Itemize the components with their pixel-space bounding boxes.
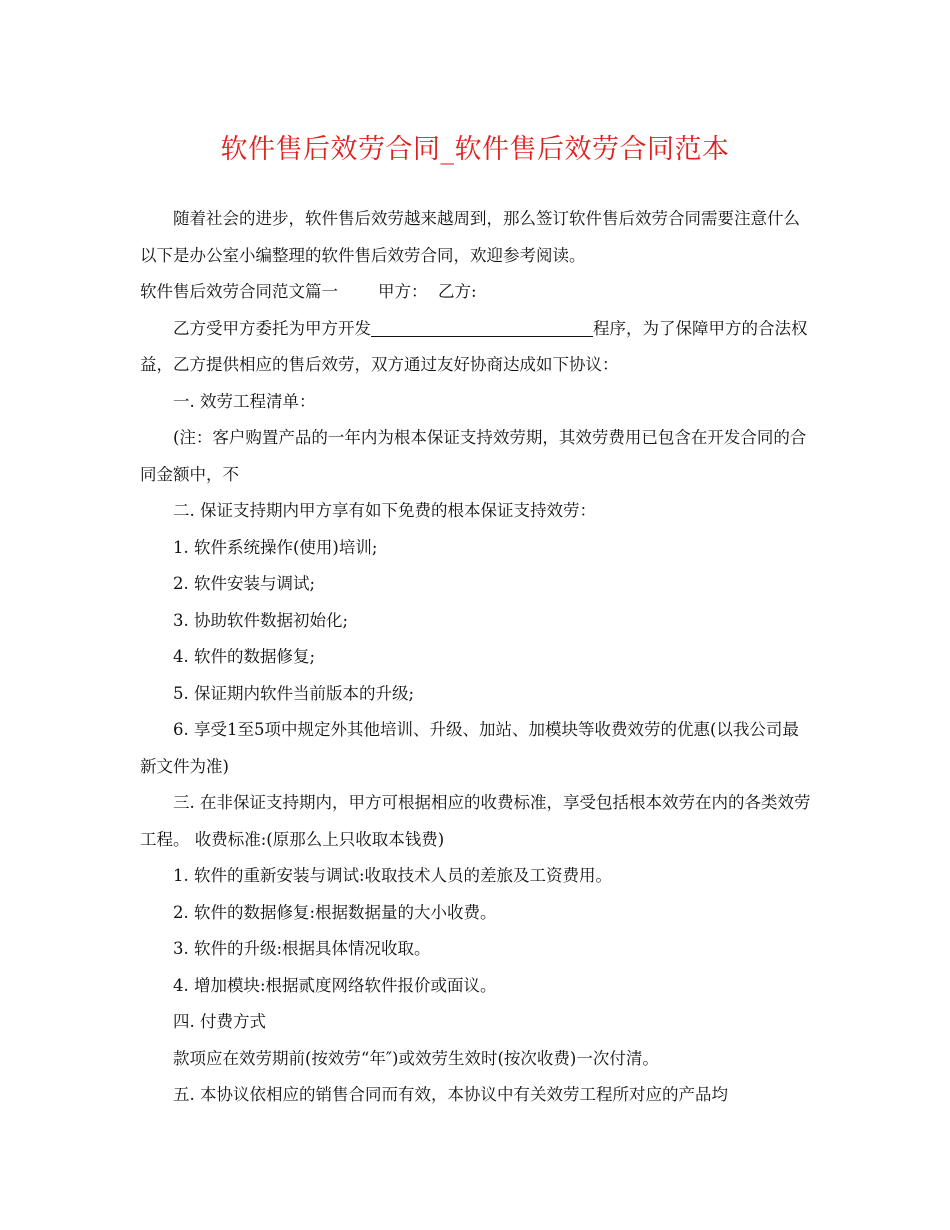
section2-item: 6. 享受1至5项中规定外其他培训、升级、加站、加模块等收费效劳的优惠(以我公司最新文件为准) <box>140 720 799 776</box>
document-title: 软件售后效劳合同_软件售后效劳合同范本 <box>220 134 730 165</box>
section2-item: 4. 软件的数据修复; <box>173 647 316 666</box>
section2-item: 2. 软件安装与调试; <box>173 574 316 593</box>
section3-item: 4. 增加模块:根据贰度网络软件报价或面议。 <box>173 975 497 995</box>
intro-paragraph: 随着社会的进步，软件售后效劳越来越周到，那么签订软件售后效劳合同需要注意什么以下是办公室小编整理的软件售后效劳合同，欢迎参考阅读。 <box>140 209 800 265</box>
party-b-label: 乙方: <box>438 282 477 301</box>
heading-line <box>140 274 812 311</box>
section4-title: 四. 付费方式 <box>173 1012 266 1031</box>
section3-title: 三. 在非保证支持期内，甲方可根据相应的收费标准，享受包括根本效劳在内的各类效劳工程。 收费标准:(原那么上只收取本钱费) <box>140 793 811 849</box>
section5-text: 五. 本协议依相应的销售合同而有效，本协议中有关效劳工程所对应的产品均 <box>173 1085 728 1104</box>
party-a-label: 甲方： <box>378 282 428 301</box>
section4-text: 款项应在效劳期前(按效劳“年″)或效劳生效时(按次收费)一次付清。 <box>173 1048 659 1068</box>
entrust-paragraph <box>140 311 812 384</box>
section2-title: 二. 保证支持期内甲方享有如下免费的根本保证支持效劳： <box>173 501 596 520</box>
section2-item: 3. 协助软件数据初始化; <box>173 610 349 630</box>
section3-item: 2. 软件的数据修复:根据数据量的大小收费。 <box>173 902 497 922</box>
section3-item: 1. 软件的重新安装与调试:收取技术人员的差旅及工资费用。 <box>173 866 613 885</box>
entrust-text-before: 乙方受甲方委托为甲方开发 <box>173 318 371 338</box>
section2-item: 1. 软件系统操作(使用)培训; <box>173 537 378 557</box>
entrust-text-after: 程序，为了保障甲方的合法权益，乙方提供相应的售后效劳，双方通过友好协商达成如下协议： <box>140 318 808 374</box>
program-name-blank <box>371 318 593 337</box>
sample-heading: 软件售后效劳合同范文篇一 <box>140 282 338 301</box>
section1-title: 一. 效劳工程清单： <box>173 391 316 411</box>
section3-item: 3. 软件的升级:根据具体情况收取。 <box>173 939 431 958</box>
document-body <box>140 201 812 1114</box>
section1-note: (注：客户购置产品的一年内为根本保证支持效劳期，其效劳费用已包含在开发合同的合同金额中，不 <box>140 428 807 484</box>
section2-item: 5. 保证期内软件当前版本的升级; <box>173 683 415 703</box>
